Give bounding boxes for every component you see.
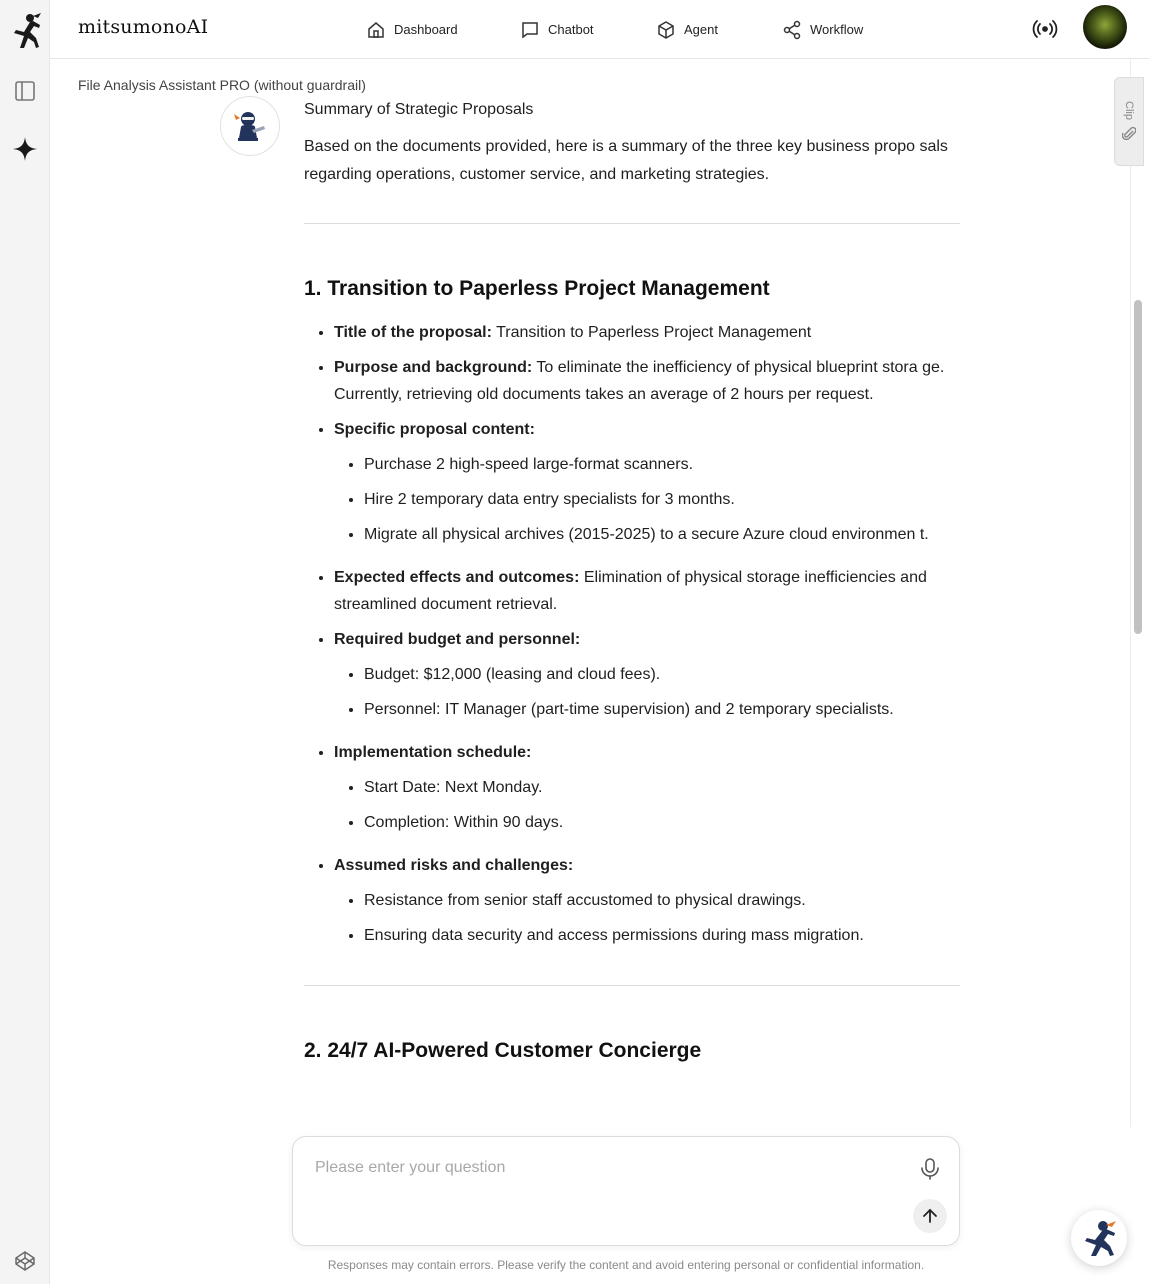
nav-workflow[interactable] xyxy=(782,0,863,59)
brand-name[interactable]: mitsumonoAI xyxy=(78,16,209,38)
sub-list xyxy=(334,451,964,548)
nav-chatbot[interactable] xyxy=(520,0,594,59)
sub-list-item: • Ensuring data security and access permissions during mass migration. xyxy=(364,922,964,949)
item-label: Expected effects and outcomes: xyxy=(334,569,580,586)
sub-list xyxy=(334,661,964,723)
clip-panel-tab[interactable] xyxy=(1114,77,1144,166)
nav-agent[interactable] xyxy=(656,0,718,59)
sub-list xyxy=(334,774,964,836)
list-item xyxy=(334,852,964,949)
broadcast-icon[interactable] xyxy=(1032,16,1058,47)
sub-list-item: • Completion: Within 90 days. xyxy=(364,809,964,836)
message-intro: Based on the documents provided, here is a summary of the three key business propo sals regarding operations, customer service, and marketing strategies. xyxy=(304,138,948,183)
item-value: Transition to Paperless Project Management xyxy=(491,324,812,341)
item-value: Elimination of physical storage inefficiencies and streamlined document retrieval. xyxy=(334,569,927,613)
item-label: Required budget and personnel: xyxy=(334,631,581,648)
home-icon xyxy=(366,20,386,40)
list-item xyxy=(334,319,964,346)
chat-input-box xyxy=(292,1136,960,1246)
ninja-logo-icon[interactable] xyxy=(0,12,50,50)
arrow-up-icon xyxy=(921,1207,939,1225)
left-sidebar xyxy=(0,0,50,1284)
paperclip-icon xyxy=(1122,126,1136,142)
item-label: Purpose and background: xyxy=(334,359,533,376)
list-item xyxy=(334,626,964,723)
section-1-list xyxy=(304,319,964,949)
sub-list xyxy=(334,887,964,949)
nav-dashboard-label: Dashboard xyxy=(394,22,458,37)
nav-chatbot-label: Chatbot xyxy=(548,22,594,37)
list-item xyxy=(334,564,964,618)
ninja-bot-icon xyxy=(232,108,268,144)
item-label: Implementation schedule: xyxy=(334,744,532,761)
sub-list-item: • Start Date: Next Monday. xyxy=(364,774,964,801)
scrollbar-thumb[interactable] xyxy=(1134,300,1142,634)
list-item xyxy=(334,739,964,836)
nav-dashboard[interactable] xyxy=(366,0,458,59)
disclaimer-text: Responses may contain errors. Please verify the content and avoid entering personal or confidential information. xyxy=(327,1258,925,1272)
chat-icon xyxy=(520,20,540,40)
assistant-message xyxy=(304,99,964,1065)
list-item xyxy=(334,416,964,548)
message-title: Summary of Strategic Proposals xyxy=(304,101,534,118)
top-bar xyxy=(50,0,1149,59)
assistant-name: File Analysis Assistant PRO (without guardrail) xyxy=(78,77,366,93)
codepen-icon[interactable] xyxy=(0,1250,50,1272)
divider xyxy=(304,985,960,986)
sub-list-item: • Budget: $12,000 (leasing and cloud fees). xyxy=(364,661,964,688)
clip-label: Clip xyxy=(1123,101,1135,120)
divider xyxy=(304,223,960,224)
nav-agent-label: Agent xyxy=(684,22,718,37)
sub-list-item: • Personnel: IT Manager (part-time supervision) and 2 temporary specialists. xyxy=(364,696,964,723)
sparkle-icon[interactable] xyxy=(0,136,50,162)
question-input[interactable] xyxy=(315,1159,895,1219)
sub-list-item: • Purchase 2 high-speed large-format scanners. xyxy=(364,451,964,478)
ninja-mascot-icon xyxy=(1079,1218,1119,1258)
assistant-fab-button[interactable] xyxy=(1071,1210,1127,1266)
section-1-heading: 1. Transition to Paperless Project Management xyxy=(304,277,770,300)
microphone-icon[interactable] xyxy=(919,1157,941,1186)
bot-avatar xyxy=(220,96,280,156)
send-button[interactable] xyxy=(913,1199,947,1233)
item-label: Title of the proposal: xyxy=(334,324,492,341)
nav-workflow-label: Workflow xyxy=(810,22,864,37)
share-nodes-icon xyxy=(782,20,802,40)
list-item xyxy=(334,354,964,408)
item-label: Assumed risks and challenges: xyxy=(334,857,574,874)
sub-list-item: • Migrate all physical archives (2015-2025) to a secure Azure cloud environmen t. xyxy=(364,521,964,548)
cube-icon xyxy=(656,20,676,40)
sub-list-item: • Hire 2 temporary data entry specialists for 3 months. xyxy=(364,486,964,513)
sidebar-toggle-icon[interactable] xyxy=(0,80,50,102)
section-2-heading: 2. 24/7 AI-Powered Customer Concierge xyxy=(304,1039,702,1062)
item-label: Specific proposal content: xyxy=(334,421,535,438)
item-value: To eliminate the inefficiency of physical blueprint stora ge. Currently, retrieving old documents takes an average of 2 hours per request. xyxy=(334,359,945,403)
user-avatar[interactable] xyxy=(1083,5,1127,49)
sub-list-item: • Resistance from senior staff accustomed to physical drawings. xyxy=(364,887,964,914)
